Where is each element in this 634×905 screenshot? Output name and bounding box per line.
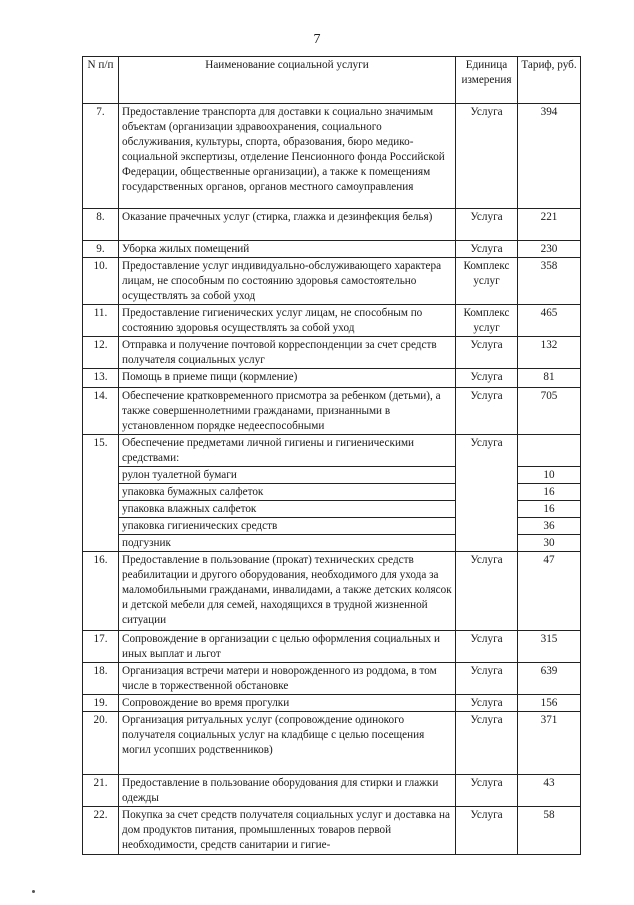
service-name: Предоставление гигиенических услуг лицам, не способным по состоянию здоровья осуществлять за собой уход <box>119 305 456 337</box>
service-name: Оказание прачечных услуг (стирка, глажка и дезинфекция белья) <box>119 209 456 241</box>
unit-cell: Услуга <box>456 241 518 258</box>
service-name: Помощь в приеме пищи (кормление) <box>119 369 456 388</box>
header-name: Наименование социальной услуги <box>119 57 456 104</box>
row-number: 22. <box>83 807 119 855</box>
tariff-cell: 315 <box>518 631 581 663</box>
page-number: 7 <box>313 32 321 47</box>
table-row <box>83 807 581 855</box>
table-row <box>83 388 581 435</box>
unit-cell: Услуга <box>456 631 518 663</box>
sub-item-name: упаковка гигиенических средств <box>119 518 456 535</box>
table-header-row <box>83 57 581 104</box>
service-name: Уборка жилых помещений <box>119 241 456 258</box>
table-row <box>83 369 581 388</box>
table-row <box>83 435 581 467</box>
tariff-cell: 394 <box>518 104 581 209</box>
unit-cell: Услуга <box>456 807 518 855</box>
tariff-cell: 639 <box>518 663 581 695</box>
tariff-cell: 705 <box>518 388 581 435</box>
sub-item-name: упаковка влажных салфеток <box>119 501 456 518</box>
unit-cell: Услуга <box>456 209 518 241</box>
unit-cell: Услуга <box>456 552 518 631</box>
service-name: Покупка за счет средств получателя социальных услуг и доставка на дом продуктов питания, промышленных товаров первой необходимости, средств санитарии и гигие- <box>119 807 456 855</box>
unit-cell: Услуга <box>456 388 518 435</box>
row-number: 10. <box>83 258 119 305</box>
row-number: 15. <box>83 435 119 552</box>
table-row <box>83 712 581 775</box>
row-number: 8. <box>83 209 119 241</box>
sub-item-tariff: 36 <box>518 518 581 535</box>
row-number: 7. <box>83 104 119 209</box>
tariff-cell: 43 <box>518 775 581 807</box>
tariff-cell: 156 <box>518 695 581 712</box>
service-name: Сопровождение в организации с целью оформления социальных и иных выплат и льгот <box>119 631 456 663</box>
unit-cell: Комплекс услуг <box>456 258 518 305</box>
tariff-cell: 58 <box>518 807 581 855</box>
tariff-cell: 230 <box>518 241 581 258</box>
service-name: Предоставление транспорта для доставки к социально значимым объектам (организации здравоохранения, социального обслуживания, культуры, спорта, образования, бюро медико-социальной экспертизы, отделение Пенсионного фонда Российской Федерации, общественные организации), а также к помещениям государственных органов, органов местного самоуправления <box>119 104 456 209</box>
row-number: 19. <box>83 695 119 712</box>
header-unit: Единица измерения <box>456 57 518 104</box>
scan-speck <box>32 890 35 893</box>
unit-cell: Услуга <box>456 337 518 369</box>
tariff-cell: 132 <box>518 337 581 369</box>
service-name: Обеспечение предметами личной гигиены и гигиеническими средствами: <box>119 435 456 467</box>
unit-cell: Услуга <box>456 712 518 775</box>
tariff-cell: 465 <box>518 305 581 337</box>
service-name: Предоставление услуг индивидуально-обслуживающего характера лицам, не способным по состоянию здоровья самостоятельно осуществлять за собой уход <box>119 258 456 305</box>
sub-item-name: подгузник <box>119 535 456 552</box>
table-row <box>83 695 581 712</box>
tariff-cell: 47 <box>518 552 581 631</box>
tariff-cell: 358 <box>518 258 581 305</box>
row-number: 18. <box>83 663 119 695</box>
sub-item-tariff: 16 <box>518 484 581 501</box>
service-name: Отправка и получение почтовой корреспонденции за счет средств получателя социальных услуг <box>119 337 456 369</box>
sub-item-tariff: 16 <box>518 501 581 518</box>
service-name: Организация ритуальных услуг (сопровождение одинокого получателя социальных услуг на кладбище с целью посещения могил усопших родственников) <box>119 712 456 775</box>
service-name: Организация встречи матери и новорожденного из роддома, в том числе в торжественной обстановке <box>119 663 456 695</box>
header-tariff: Тариф, руб. <box>518 57 581 104</box>
table-row <box>83 104 581 209</box>
table-row <box>83 552 581 631</box>
unit-cell: Услуга <box>456 775 518 807</box>
unit-cell: Услуга <box>456 104 518 209</box>
service-name: Предоставление в пользование (прокат) технических средств реабилитации и другого оборудования, необходимого для ухода за маломобильными гражданами, инвалидами, а также детских колясок и детской мебели для семей, находящихся в трудной жизненной ситуации <box>119 552 456 631</box>
table-row <box>83 775 581 807</box>
sub-item-name: рулон туалетной бумаги <box>119 467 456 484</box>
unit-cell: Услуга <box>456 695 518 712</box>
table-row <box>83 241 581 258</box>
tariff-cell: 221 <box>518 209 581 241</box>
table-row <box>83 305 581 337</box>
row-number: 20. <box>83 712 119 775</box>
row-number: 13. <box>83 369 119 388</box>
header-num: N п/п <box>83 57 119 104</box>
sub-item-tariff: 30 <box>518 535 581 552</box>
row-number: 16. <box>83 552 119 631</box>
tariff-cell-empty <box>518 435 581 467</box>
sub-item-tariff: 10 <box>518 467 581 484</box>
unit-cell: Услуга <box>456 663 518 695</box>
service-name: Обеспечение кратковременного присмотра за ребенком (детьми), а также совершеннолетними гражданами, признанными в установленном порядке недееспособными <box>119 388 456 435</box>
row-number: 14. <box>83 388 119 435</box>
unit-cell: Комплекс услуг <box>456 305 518 337</box>
table-row <box>83 663 581 695</box>
table-row <box>83 337 581 369</box>
service-name: Сопровождение во время прогулки <box>119 695 456 712</box>
tariff-cell: 81 <box>518 369 581 388</box>
unit-cell: Услуга <box>456 369 518 388</box>
row-number: 17. <box>83 631 119 663</box>
row-number: 12. <box>83 337 119 369</box>
table-row <box>83 631 581 663</box>
row-number: 11. <box>83 305 119 337</box>
row-number: 21. <box>83 775 119 807</box>
unit-cell: Услуга <box>456 435 518 552</box>
table-row <box>83 258 581 305</box>
sub-item-name: упаковка бумажных салфеток <box>119 484 456 501</box>
tariff-cell: 371 <box>518 712 581 775</box>
table-row <box>83 209 581 241</box>
tariff-table <box>82 56 581 855</box>
row-number: 9. <box>83 241 119 258</box>
service-name: Предоставление в пользование оборудования для стирки и глажки одежды <box>119 775 456 807</box>
